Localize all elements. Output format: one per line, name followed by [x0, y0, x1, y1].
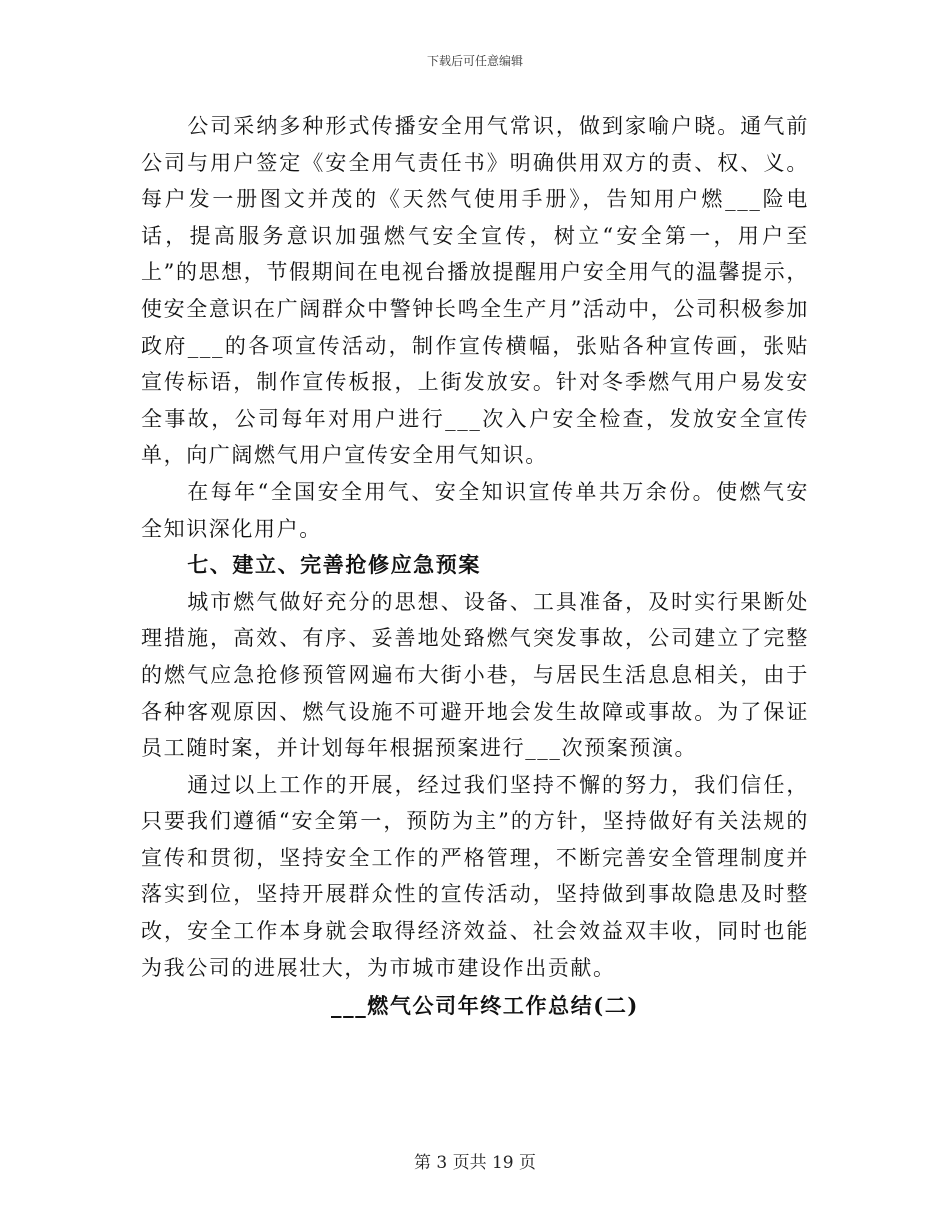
- paragraph-conclusion: 通过以上工作的开展，经过我们坚持不懈的努力，我们信任，只要我们遵循“安全第一，预防为主”的方针，坚持做好有关法规的宣传和贯彻，坚持安全工作的严格管理，不断完善安全管理制度并落实到位，坚持开展群众性的宣传活动，坚持做到事故隐患及时整改，安全工作本身就会取得经济效益、社会效益双丰收，同时也能为我公司的进展壮大，为市城市建设作出贡献。: [141, 772, 809, 980]
- page-header: 下载后可任意编辑: [426, 54, 523, 68]
- document-body: [141, 108, 809, 1026]
- paragraph-annual-publicity: 在每年“全国安全用气、安全知识宣传单共万余份。使燃气安全知识深化用户。: [141, 479, 809, 541]
- paragraph-emergency-plan: 城市燃气做好充分的思想、设备、工具准备，及时实行果断处理措施，高效、有序、妥善地处臵燃气突发事故，公司建立了完整的燃气应急抢修预管网遍布大街小巷，与居民生活息息相关，由于各种客观原因、燃气设施不可避开地会发生故障或事故。为了保证员工随时案，并计划每年根据预案进行___次预案预演。: [141, 589, 809, 761]
- page-footer: 第 3 页共 19 页: [413, 1153, 537, 1173]
- paragraph-safety-publicity: 公司采纳多种形式传播安全用气常识，做到家喻户晓。通气前公司与用户签定《安全用气责任书》明确供用双方的责、权、义。每户发一册图文并茂的《天然气使用手册》，告知用户燃___险电话，提高服务意识加强燃气安全宣传，树立“安全第一，用户至上”的思想，节假期间在电视台播放提醒用户安全用气的温馨提示，使安全意识在广阔群众中警钟长鸣全生产月”活动中，公司积极参加政府___的各项宣传活动，制作宣传横幅，张贴各种宣传画，张贴宣传标语，制作宣传板报，上街发放安。针对冬季燃气用户易发安全事故，公司每年对用户进行___次入户安全检查，发放安全宣传单，向广阔燃气用户宣传安全用气知识。: [141, 114, 809, 468]
- next-section-title: ___燃气公司年终工作总结(二): [331, 993, 639, 1019]
- section-heading-emergency-plan: 七、建立、完善抢修应急预案: [187, 552, 481, 578]
